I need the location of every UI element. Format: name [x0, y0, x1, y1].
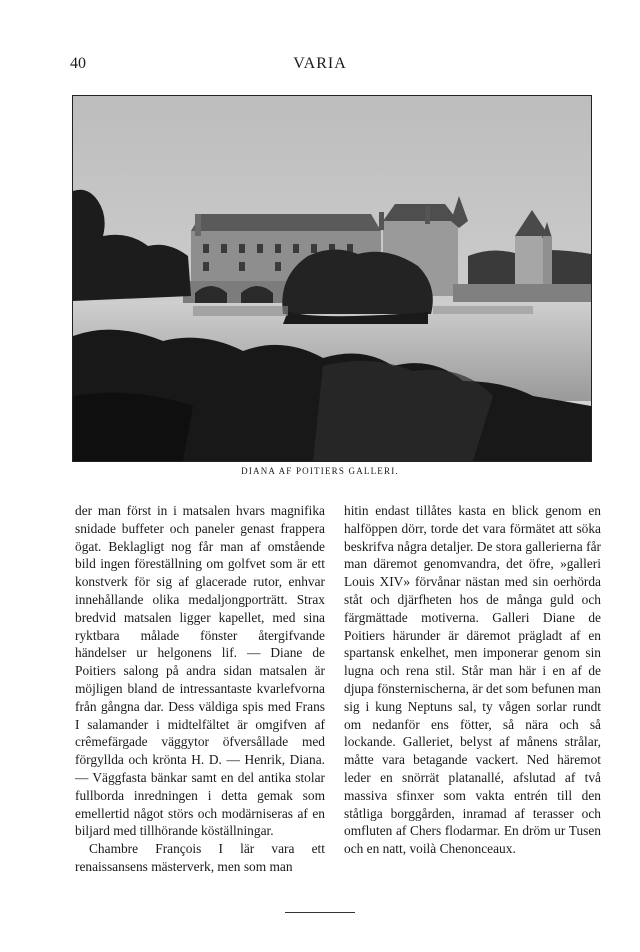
page-number: 40: [70, 55, 86, 72]
footer-rule: [285, 912, 355, 913]
paragraph: hitin endast tillåtes kasta en blick genom en halföppen dörr, torde det vara förmätet att söka beskrifva några detaljer. De stora gallerierna får man däremot genomvandra, det öfre, »galleri Louis XIV» förvånar nästan med sin oerhörda ståt och djärfheten hos de många guld och färgmättade motiverna. Galleri Diane de Poitiers härunder är däremot prägladt af en spartansk enkelhet, men imponerar genom sin lugna och rena stil. Står man här i en af de djupa fönsternischerna, är det som befunen man sig i kung Neptuns sal, ty vågen sorlar rundt om nedanför ens fötter, så nära och så lockande. Galleriet, belyst af månens strålar, måtte vara betagande vackert. Ned häremot leder en snörrät platanallé, afslutad af två massiva sfinxer som vakta entrén till den ståtliga borggården, inramad af terasser och omfluten af Chers flodarmar. En dröm ur Tusen och en natt, voilà Chenonceaux.: [344, 503, 601, 857]
figure-caption: DIANA AF POITIERS GALLERI.: [241, 466, 399, 476]
text-column-right: [344, 502, 601, 858]
chateau-photograph: [72, 95, 592, 462]
text-column-left: [75, 502, 325, 876]
paragraph: Chambre François I lär vara ett renaissansens mästerverk, men som man: [75, 841, 325, 874]
running-head: VARIA: [293, 55, 347, 72]
paragraph: der man först in i matsalen hvars magnifika snidade buffeter och paneler genast frappera ögat. Beklagligt nog får man af omstående bild ingen föreställning om golfvet som är ett konstverk för sig af glacerade rutor, enhvar innehållande olika medaljongporträtt. Strax bredvid matsalen ligger kapellet, med sina ryktbara målade fönster återgifvande händelser ur helgonens lif. — Diane de Poitiers salong på andra sidan matsalen är möjligen bland de intressantaste kvarlefvorna från gångna dar. Dess väldiga spis med Frans I salamander i midtelfältet är omgifven af crêmefärgade väggytor öfversållade med förgyllda och krönta H. D. — Henrik, Diana. — Väggfasta bänkar samt en del antika stolar fullborda inredningen i detta gemak som emellertid något störs och modärniseras af en biljard med tillhörande köställningar.: [75, 503, 325, 839]
